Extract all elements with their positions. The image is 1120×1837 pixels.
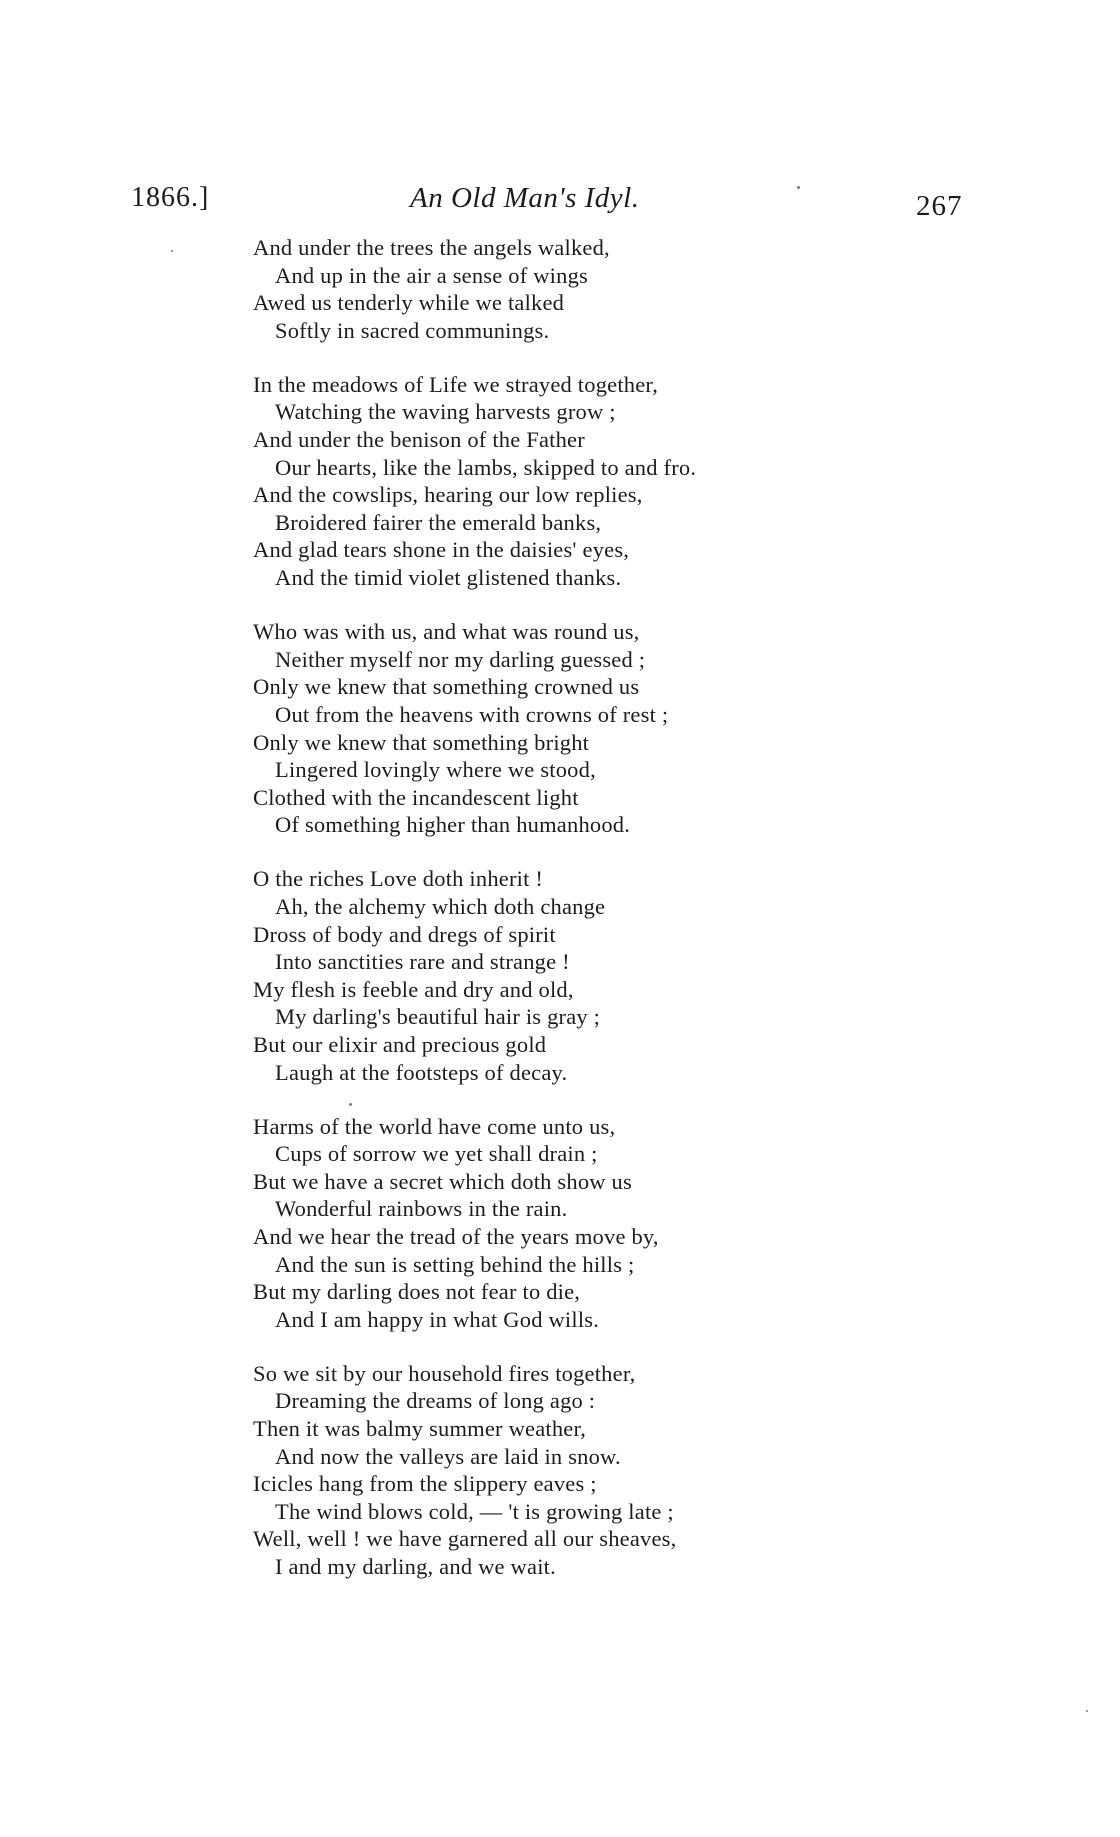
poem-line: The wind blows cold, — 't is growing late ;	[275, 1498, 674, 1524]
stanza-2	[253, 371, 853, 592]
poem-line: But we have a secret which doth show us	[253, 1168, 632, 1194]
running-head	[0, 182, 1120, 222]
poem-line: Watching the waving harvests grow ;	[275, 399, 616, 425]
poem-line: Harms of the world have come unto us,	[253, 1113, 616, 1139]
poem-line: But our elixir and precious gold	[253, 1031, 547, 1057]
poem-line: And under the benison of the Father	[253, 427, 585, 453]
poem-line: Wonderful rainbows in the rain.	[275, 1196, 568, 1222]
poem-line: And glad tears shone in the daisies' eyes,	[253, 537, 630, 563]
poem-line: Clothed with the incandescent light	[253, 784, 579, 810]
poem-line: In the meadows of Life we strayed together,	[253, 371, 659, 397]
poem-line: Of something higher than humanhood.	[275, 812, 631, 838]
poem-line: Neither myself nor my darling guessed ;	[275, 646, 646, 672]
poem-line: And up in the air a sense of wings	[275, 262, 588, 288]
poem-line: Ah, the alchemy which doth change	[275, 893, 606, 919]
poem-line: Dross of body and dregs of spirit	[253, 921, 556, 947]
stanza-5	[253, 1113, 853, 1334]
poem-line: Icicles hang from the slippery eaves ;	[253, 1471, 597, 1497]
stanza-1	[253, 234, 853, 344]
poem-line: Broidered fairer the emerald banks,	[275, 509, 602, 535]
poem-line: O the riches Love doth inherit !	[253, 866, 544, 892]
header-title: An Old Man's Idyl.	[410, 182, 640, 214]
poem-line: So we sit by our household fires together,	[253, 1360, 636, 1386]
print-speck	[171, 250, 173, 252]
header-year: 1866.]	[131, 182, 210, 213]
poem-line: Awed us tenderly while we talked	[253, 290, 565, 316]
stanza-3	[253, 618, 853, 839]
print-speck	[349, 1103, 352, 1106]
stanza-6	[253, 1360, 853, 1581]
poem-line: Only we knew that something bright	[253, 729, 590, 755]
poem-line: Laugh at the footsteps of decay.	[275, 1059, 568, 1085]
poem-line: Lingered lovingly where we stood,	[275, 757, 596, 783]
stanza-4	[253, 865, 853, 1086]
poem-body	[253, 234, 853, 1607]
poem-line: And we hear the tread of the years move by,	[253, 1224, 659, 1249]
poem-line: My darling's beautiful hair is gray ;	[275, 1004, 601, 1030]
page-number: 267	[916, 190, 963, 222]
poem-line: Dreaming the dreams of long ago :	[275, 1388, 596, 1414]
poem-line: And the sun is setting behind the hills ;	[275, 1251, 635, 1277]
poem-line: And under the trees the angels walked,	[253, 235, 610, 260]
poem-line: Into sanctities rare and strange !	[275, 949, 570, 975]
print-speck	[797, 186, 800, 189]
poem-line: Softly in sacred communings.	[275, 317, 550, 343]
poem-line: I and my darling, and we wait.	[275, 1554, 556, 1580]
poem-line: But my darling does not fear to die,	[253, 1279, 581, 1305]
poem-line: Out from the heavens with crowns of rest ;	[275, 701, 669, 727]
poem-line: My flesh is feeble and dry and old,	[253, 976, 574, 1002]
poem-line: And the cowslips, hearing our low replies,	[253, 482, 643, 508]
poem-line: And I am happy in what God wills.	[275, 1306, 600, 1332]
poem-line: Only we knew that something crowned us	[253, 674, 640, 700]
poem-line: And the timid violet glistened thanks.	[275, 565, 622, 591]
poem-line: Then it was balmy summer weather,	[253, 1416, 587, 1442]
poem-line: Well, well ! we have garnered all our sheaves,	[253, 1526, 677, 1552]
poem-line: Our hearts, like the lambs, skipped to and fro.	[275, 454, 697, 480]
poem-line: Who was with us, and what was round us,	[253, 619, 640, 645]
poem-line: And now the valleys are laid in snow.	[275, 1443, 621, 1469]
print-speck	[1086, 1710, 1088, 1712]
poem-line: Cups of sorrow we yet shall drain ;	[275, 1141, 598, 1167]
